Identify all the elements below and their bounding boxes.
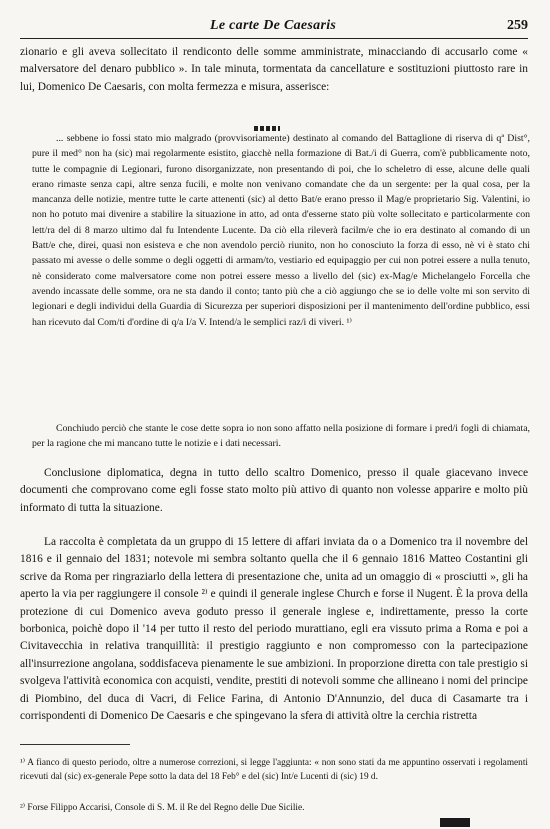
page-number: 259 xyxy=(507,18,528,33)
footnote-separator xyxy=(20,744,130,745)
footnote-1: ¹⁾ A fianco di questo periodo, oltre a numerose correzioni, si legge l'aggiunta: « non sono stati da me appuntino osservati i regolamenti ricevuti dal (sic) ex-generale Pepe sotto la data del 18 Feb° e del (sic) Int/e Lucenti di (sic) 19 d. xyxy=(20,758,528,782)
quoted-letter-conclusion: Conchiudo perciò che stante le cose dette sopra io non sono affatto nella posizione di formare i pred/i fogli di chiamata, per la ragione che mi mancano tutte le notizie e i dati necessari. xyxy=(32,423,530,450)
paragraph-collection: La raccolta è completata da un gruppo di 15 lettere di affari inviata da o a Domenico tra il novembre del 1816 e il gennaio del 1831; notevole mi sembra soltanto quella che il 6 gennaio 1816 Matteo Costantini gli scrive da Roma per ringraziarlo della lettera di presentazione che, unita ad un omaggio di « prosciutti », gli ha aperto la via per raggiungere il console ²⁾ e quindi il generale inglese Church e forse il Nugent. È la prova della protezione di cui Domenico aveva goduto presso il generale inglese e, indirettamente, presso la corte borbonica, poichè dopo il '14 per tutto il resto del periodo murattiano, egli era vissuto prima a Roma e poi a Civitavecchia in relativa tranquillità: il prestigio raggiunto e non compromesso con la partecipazione all'insurrezione angolana, soddisfaceva pienamente le sue ambizioni. In proporzione diretta con tale prestigio si svolgeva l'attività economica con acquisti, vendite, prestiti di notevoli somme che allineano i nomi del principe di Piombino, del duca di Vacri, di Felice Farina, di Antonio D'Annunzio, del duca di Casamarte tra i corrispondenti di Domenico De Caesaris e che spingevano la sfera di attività oltre la cerchia ristretta xyxy=(20,536,528,723)
footnote-2: ²⁾ Forse Filippo Accarisi, Console di S. M. il Re del Regno delle Due Sicilie. xyxy=(20,803,305,813)
ink-blot xyxy=(440,818,470,827)
running-title: Le carte De Caesaris xyxy=(210,18,337,33)
intro-paragraph: zionario e gli aveva sollecitato il rendiconto delle somme amministrate, minacciando di accusarlo come « malversatore del denaro pubblico ». In tale minuta, tormentata da cancellature e sostituzioni piuttosto rare in lui, Domenico De Caesaris, con molta fermezza e misura, asserisce: xyxy=(20,46,528,93)
paragraph-conclusion: Conclusione diplomatica, degna in tutto dello scaltro Domenico, presso il quale giacevano invece documenti che comprovano come egli fosse stato molto più attivo di quanto non volesse apparire e molto più informato di tutta la situazione. xyxy=(20,467,528,514)
page-header xyxy=(20,16,528,39)
quoted-letter: ... sebbene io fossi stato mio malgrado (provvisoriamente) destinato al comando del Battaglione di riserva di qª Dist°, pure il med° non ha (sic) mai regolarmente esistito, giacchè nella formazione di Bat./i di Guerra, com'è pubblicamente noto, tutte le compagnie di Legionari, furono disorganizzate, non presentando di poi, che lo scheletro di esse, alcune delle quali erano rimaste senza capi, altre senza fucili, e molte non venivano comandate che da un sergente: per la qual cosa, per la mancanza delle notizie, mentre tutte le carte attenenti (sic) al detto Bat/e erano presso il Mag/e proprietario Sig. Valentini, io non ho potuto mai divenire a stabilire la situazione in atto, ad onta d'esserne stato più volte sollecitato e particolarmente con lett/ra del di 8 marzo ultimo dal fu Intendente Lucente. Da ciò ella rileverà facilm/e che io era destinato al comando di un Batt/e che, direi, quasi non esisteva e che non avendolo perciò riunito, non ho conosciuto la forza di esso, nè vi è stato chi passato mi avesse o delle somme o degli oggetti di armam/to, vestiario ed equipaggio per cui non potrei essere a nulla tenuto, nè considerato come malversatore come non potrei essere messo a livello del (sic) ex-Mag/e Michelangelo Forcella che avendo incassate delle somme, ora ne sta dando il conto; tanto più che a ciò aggiungo che se io delle volte mi son servito di legionari e degli individui della Guardia di Sicurezza per superiori disposizioni per il mantenimento dell'ordine pubblico, essi han ricevuto dal Com/ti d'ordine di q/a I/a V. Intend/a le semplici raz/i di viveri. ¹⁾ xyxy=(32,133,530,328)
